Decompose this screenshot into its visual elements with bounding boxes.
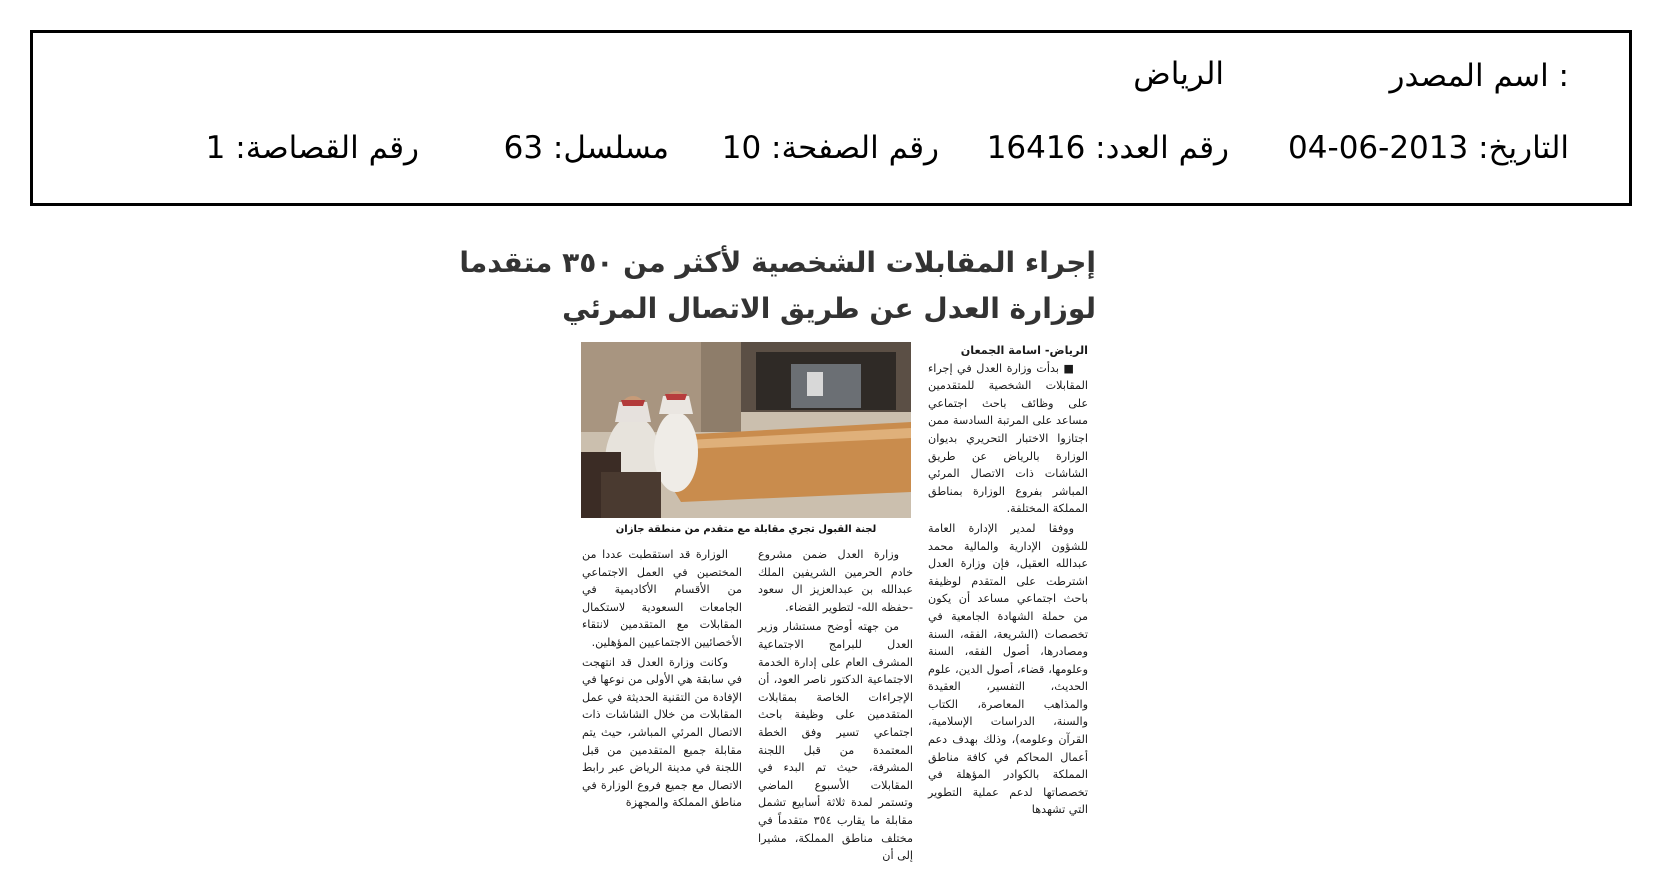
newspaper-clipping xyxy=(459,232,1096,886)
column-3-paragraph-2: وكانت وزارة العدل قد انتهجت في سابقة هي الأولى من نوعها في الإفادة من التقنية الحديثة في عمل المقابلات من خلال الشاشات ذات الاتصال المرئي المباشر، حيث يتم مقابلة جميع المتقدمين من قبل اللجنة في مدينة الرياض عبر رابط الاتصال مع جميع فروع الوزارة في مناطق المملكة والمجهزة xyxy=(582,655,742,810)
column-1-paragraph-2: ووفقا لمدير الإدارة العامة للشؤون الإدارية والمالية محمد عبدالله العقيل، فإن وزارة العدل اشترطت على المتقدم لوظيفة باحث اجتماعي مساعد أن يكون من حملة الشهادة الجامعية في تخصصات (الشريعة، الفقه، السنة ومصادرها، أصول الفقه، السنة وعلومها، قضاء، أصول الدين، علوم الحديث، التفسير، العقيدة والمذاهب المعاصرة، الكتاب والسنة، الدراسات الإسلامية، القرآن وعلومه)، وذلك بهدف دعم أعمال المحاكم في كافة مناطق المملكة بالكوادر المؤهلة في تخصصاتها لدعم عملية التطوير التي تشهدها xyxy=(928,521,1088,817)
serial-field: مسلسل: 63 xyxy=(503,130,669,166)
photo-caption: لجنة القبول تجري مقابلة مع متقدم من منطقة جازان xyxy=(615,524,877,535)
column-1-paragraph-1: ■ بدأت وزارة العدل في إجراء المقابلات الشخصية للمتقدمين على وظائف باحث اجتماعي مساعد على المرتبة السادسة ممن اجتازوا الاختبار التحريري بديوان الوزارة بالرياض عن طريق الشاشات ذات الاتصال المرئي المباشر بفروع الوزارة بمناطق المملكة المختلفة. xyxy=(928,361,1088,516)
column-2-paragraph-1: وزارة العدل ضمن مشروع خادم الحرمين الشريفين الملك عبدالله بن عبدالعزيز ال سعود -حفظه الله- لتطوير القضاء. xyxy=(758,548,913,614)
column-2-paragraph-2: من جهته أوضح مستشار وزير العدل للبرامج الاجتماعية المشرف العام على إدارة الخدمة الاجتماعية الدكتور ناصر العود، أن الإجراءات الخاصة بمقابلات المتقدمين على وظيفة باحث اجتماعي تسير وفق الخطة المعتمدة من قبل اللجنة المشرفة، حيث تم البدء في المقابلات الأسبوع الماضي وتستمر لمدة ثلاثة أسابيع تشمل مقابلة ما يقارب ٣٥٤ متقدماً في مختلف مناطق المملكة، مشيرا إلى أن xyxy=(758,620,914,863)
article-column-1 xyxy=(928,342,1088,886)
headline-line-2: لوزارة العدل عن طريق الاتصال المرئي xyxy=(562,292,1096,325)
column-3-paragraph-1: الوزارة قد استقطبت عددا من المختصين في العمل الاجتماعي من الأقسام الأكاديمية في الجامعات السعودية لاستكمال المقابلات مع المتقدمين لانتقاء الأخصائيين الاجتماعيين المؤهلين. xyxy=(582,548,742,649)
date-field: التاريخ: 2013-06-04 xyxy=(1288,130,1569,166)
byline: الرياض- اسامة الجمعان xyxy=(960,344,1088,357)
page-number-field: رقم الصفحة: 10 xyxy=(721,130,939,166)
source-info-box xyxy=(30,30,1632,206)
meeting-room-photo xyxy=(581,342,911,518)
article-column-3 xyxy=(582,546,742,886)
headline-line-1: إجراء المقابلات الشخصية لأكثر من ٣٥٠ متقدما xyxy=(459,246,1096,279)
source-label: اسم المصدر : xyxy=(1389,58,1569,94)
issue-number-field: رقم العدد: 16416 xyxy=(986,130,1229,166)
article-column-2 xyxy=(758,546,913,886)
source-value: الرياض xyxy=(1133,56,1224,92)
clip-number-field: رقم القصاصة: 1 xyxy=(205,130,419,166)
